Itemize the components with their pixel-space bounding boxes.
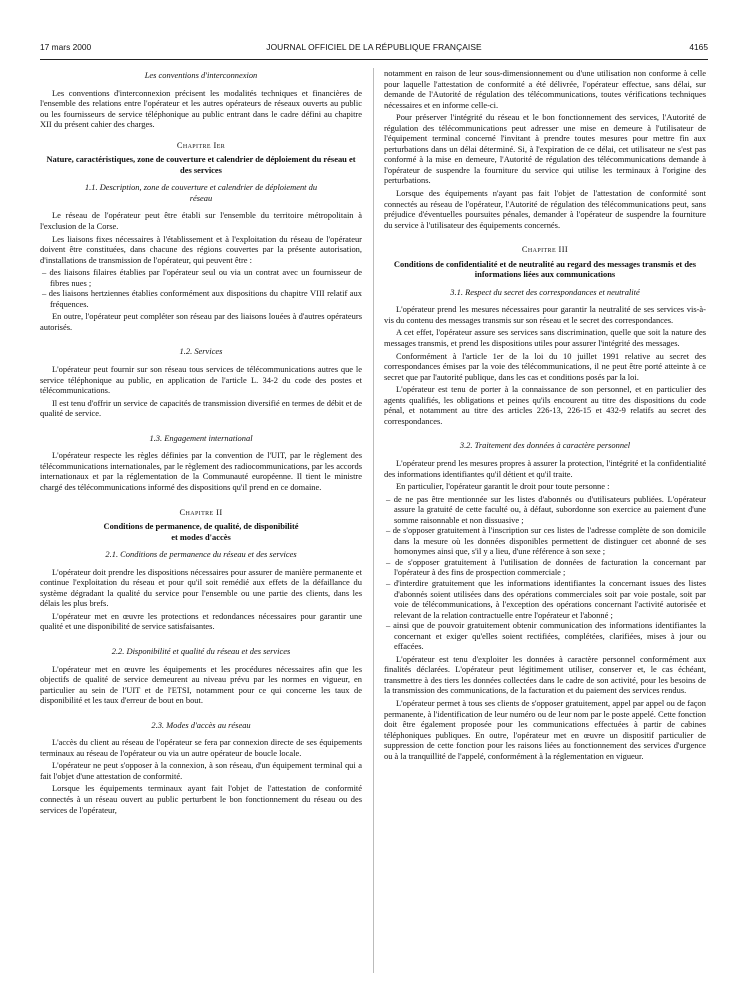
paragraph: L'opérateur peut fournir sur son réseau tous services de télécommunications autres que le service téléphonique au public, en application de l'article L. 34-2 du code des postes et télécommunications. [40,364,362,396]
paragraph: L'opérateur met en œuvre les protections et redondances nécessaires pour garantir une qualité et une disponibilité de service satisfaisantes. [40,610,362,632]
chapter-label: Chapitre III [521,244,569,255]
list-item: – d'interdire gratuitement que les informations identifiantes la concernant issues des listes d'abonnés soient utilisées dans des opérations commerciales soit par voie postale, soit par voie de télécommunications, à l'exception des opérations concernant l'activité autorisée et relevant de la relation contractuelle entre l'opérateur et l'abonné ; [384,578,706,620]
list [40,267,362,309]
paragraph: L'opérateur est tenu de porter à la connaissance de son personnel, et en particulier des agents qualifiés, les obligations et peines qu'ils encourent au titre des dispositions du code pénal, et notamment au titre des articles 226-13, 226-15 et 432-9 relatifs au secret des correspondances. [384,384,706,426]
paragraph: Pour préserver l'intégrité du réseau et le bon fonctionnement des services, l'Autorité de régulation des télécommunications peut adresser une mise en demeure à l'utilisateur de l'équipement terminal concerné l'invitant à prendre toutes mesures pour mettre fin aux perturbations dans un délai déterminé. Si, à l'expiration de ce délai, cet utilisateur ne s'est pas conformé à la mise en demeure, l'Autorité de régulation des télécommunications demande à l'opérateur de suspendre la fourniture du service qui utilise les terminaux à l'origine des perturbations. [384,112,706,186]
paragraph: L'opérateur respecte les règles définies par la convention de l'UIT, par le règlement des télécommunications internationales, par le règlement des radiocommunications, par les accords internationaux et par la réglementation de la Communauté européenne. Il tient le ministre chargé des télécommunications informé des dispositions qu'il prend en ce domaine. [40,450,362,492]
chapter-title: Nature, caractéristiques, zone de couverture et calendrier de déploiement du réseau et des services [46,154,356,175]
paragraph: L'opérateur permet à tous ses clients de s'opposer gratuitement, appel par appel ou de façon permanente, à l'identification de leur numéro ou de leur nom par le poste appelé. Cette fonction doit être également proposée pour les communications effectuées à partir de cabines téléphoniques publiques. En outre, l'opérateur met en œuvre un dispositif particulier de suppression de cette fonction pour les raisons liées au fonctionnement des services d'urgence ou à la tranquillité de l'appelé, conformément à la réglementation en vigueur. [384,697,706,761]
paragraph: A cet effet, l'opérateur assure ses services sans discrimination, quelle que soit la nature des messages transmis, et prend les dispositions utiles pour assurer l'intégrité des messages. [384,327,706,349]
chapter-title: Conditions de permanence, de qualité, de disponibilité et modes d'accès [103,521,299,542]
issue-date: 17 mars 2000 [40,42,92,52]
left-column [40,68,362,973]
paragraph: L'opérateur prend les mesures propres à assurer la protection, l'intégrité et la confidentialité des informations identifiantes qu'il détient et qu'il traite. [384,457,706,479]
paragraph: Les liaisons fixes nécessaires à l'établissement et à l'exploitation du réseau de l'opérateur doivent être constituées, dans chacune des régions couvertes par la présente autorisation, d'installations de transmission de l'opérateur, qui peuvent être : [40,233,362,265]
paragraph: Conformément à l'article 1er de la loi du 10 juillet 1991 relative au secret des correspondances émises par la voie des télécommunications, il ne peut être porté atteinte à ce secret que par l'autorité publique, dans les cas et conditions posés par la loi. [384,350,706,382]
right-column [384,68,706,973]
section-title: Les conventions d'interconnexion [144,70,258,80]
list [384,494,706,652]
paragraph: L'opérateur met en œuvre les équipements et les procédures nécessaires afin que les objectifs de qualité de service demeurent au niveau prévu par les normes en vigueur, en particulier au sein de l'UIT et de l'ETSI, notamment pour ce qui concerne les taux de disponibilité et les taux d'erreur de bout en bout. [40,663,362,706]
page-header [40,42,708,60]
paragraph: Il est tenu d'offrir un service de capacités de transmission diversifié en termes de débit et de qualité de service. [40,397,362,419]
section-title: 1.3. Engagement international [149,432,253,443]
list-item: – ainsi que de pouvoir gratuitement obtenir communication des informations identifiantes la concernant et exiger qu'elles soient rectifiées, complétées, clarifiées, mises à jour ou effacées. [384,620,706,652]
chapter-title: Conditions de confidentialité et de neutralité au regard des messages transmis et des informations liées aux communications [393,258,697,280]
paragraph: L'opérateur prend les mesures nécessaires pour garantir la neutralité de ses services vis-à-vis du contenu des messages transmis sur son réseau et le secret des correspondances. [384,304,706,325]
list-item: – de s'opposer gratuitement à l'inscription sur ces listes de l'adresse complète de son domicile dans la mesure où les données disponibles permettent de distinguer cet abonné de ses homonymes ainsi que, s'il y a lieu, d'une référence à son sexe ; [384,525,706,557]
chapter-label: Chapitre II [179,506,223,517]
list-item: – des liaisons filaires établies par l'opérateur seul ou via un contrat avec un fournisseur de fibres nues ; [40,267,362,288]
paragraph: L'accès du client au réseau de l'opérateur se fera par connexion directe de ses équipements terminaux au réseau de l'opérateur ou via un autre opérateur de boucle locale. [40,737,362,758]
section-title: 1.2. Services [179,346,223,357]
list-item: – de ne pas être mentionnée sur les listes d'abonnés ou d'utilisateurs publiées. L'opérateur assure la gratuité de cette faculté ou, à défaut, subordonne son exercice au paiement d'une somme raisonnable et non dissuasive ; [384,494,706,526]
column-rule [373,68,374,973]
paragraph: Lorsque les équipements terminaux ayant fait l'objet de l'attestation de conformité connectés à un réseau ouvert au public perturbent le bon fonctionnement du réseau ou des services de l'opérateur, [40,783,362,815]
list-item: – des liaisons hertziennes établies conformément aux dispositions du chapitre VIII relatif aux fréquences. [40,288,362,309]
section-title: 2.2. Disponibilité et qualité du réseau et des services [111,645,291,656]
chapter-label: Chapitre Ier [176,139,226,150]
paragraph: Lorsque des équipements n'ayant pas fait l'objet de l'attestation de conformité sont connectés au réseau de l'opérateur, l'Autorité de régulation des télécommunications peut, sans préjudice d'éventuelles poursuites pénales, demander à l'opérateur de suspendre la fourniture du service à l'utilisateur des équipements concernés. [384,188,706,230]
page-number: 4165 [689,42,708,52]
paragraph: L'opérateur est tenu d'exploiter les données à caractère personnel conformément aux finalités déclarées. L'opérateur peut légitimement utiliser, conserver et, le cas échéant, transmettre à des tiers les données collectées dans le cadre de son activité, pour les besoins de la transmission des communications, de la facturation et du paiement des services rendus. [384,653,706,696]
paragraph: En outre, l'opérateur peut compléter son réseau par des liaisons louées à d'autres opérateurs autorisés. [40,311,362,332]
list-item: – de s'opposer gratuitement à l'utilisation de données de facturation la concernant par l'opérateur à des fins de prospection commerciale ; [384,557,706,578]
paragraph: notamment en raison de leur sous-dimensionnement ou d'une utilisation non conforme à celle pour laquelle l'attestation de conformité a été délivrée, l'opérateur effectue, sans délai, sur demande de l'Autorité de régulation des télécommunications, toutes vérifications techniques nécessaires et en informe celle-ci. [384,68,706,110]
paragraph: Les conventions d'interconnexion précisent les modalités techniques et financières de l'ensemble des relations entre l'opérateur et les autres opérateurs de réseaux ouverts au public ou les fournisseurs de service téléphonique au public entrant dans le cadre défini au chapitre XII du présent cahier des charges. [40,87,362,130]
paragraph: L'opérateur doit prendre les dispositions nécessaires pour assurer de manière permanente et continue l'exploitation du réseau et pour qu'il soit remédié aux effets de la défaillance du système dégradant la qualité du service pour l'ensemble ou une partie des clients, dans les délais les plus brefs. [40,566,362,609]
section-title: 2.3. Modes d'accès au réseau [151,719,251,730]
journal-title: JOURNAL OFFICIEL DE LA RÉPUBLIQUE FRANÇAISE [266,42,482,52]
section-title: 1.1. Description, zone de couverture et calendrier de déploiement du réseau [84,182,318,203]
section-title: 2.1. Conditions de permanence du réseau et des services [105,549,297,560]
paragraph: L'opérateur ne peut s'opposer à la connexion, à son réseau, d'un équipement terminal qui a fait l'objet d'une attestation de conformité. [40,760,362,781]
section-title: 3.2. Traitement des données à caractère personnel [459,440,631,451]
section-title: 3.1. Respect du secret des correspondances et neutralité [450,286,640,297]
paragraph: Le réseau de l'opérateur peut être établi sur l'ensemble du territoire métropolitain à l'exclusion de la Corse. [40,210,362,232]
paragraph: En particulier, l'opérateur garantit le droit pour toute personne : [396,481,610,492]
